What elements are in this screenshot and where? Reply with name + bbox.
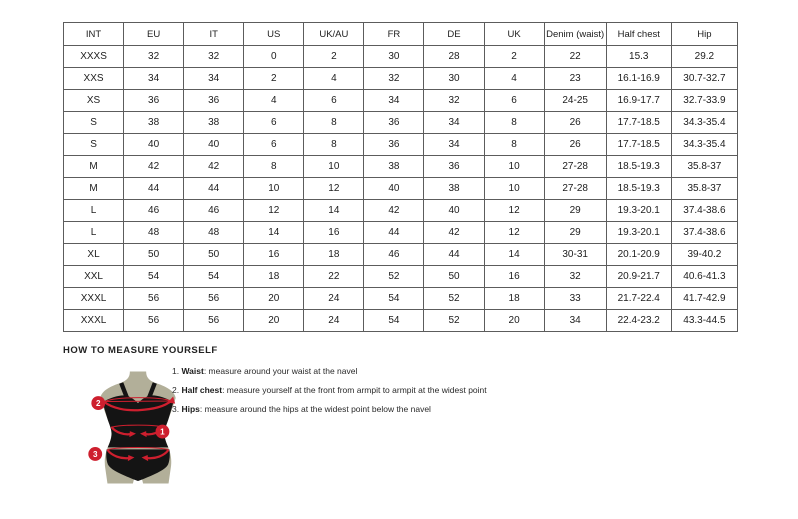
size-cell: 14 (304, 200, 364, 222)
size-cell: 36 (184, 90, 244, 112)
column-header: EU (124, 23, 184, 46)
size-cell: 40 (424, 200, 484, 222)
size-cell: 29 (544, 222, 606, 244)
int-size-cell: XXL (64, 266, 124, 288)
size-chart-header (64, 23, 738, 46)
size-cell: 38 (364, 156, 424, 178)
size-cell: 56 (124, 288, 184, 310)
header-row (64, 23, 738, 46)
size-cell: 16.1-16.9 (606, 68, 671, 90)
size-cell: 26 (544, 112, 606, 134)
table-row (64, 68, 738, 90)
size-cell: 44 (184, 178, 244, 200)
size-cell: 42 (424, 222, 484, 244)
step-number: 3. (172, 404, 182, 414)
size-cell: 43.3-44.5 (671, 310, 737, 332)
size-cell: 21.7-22.4 (606, 288, 671, 310)
size-cell: 56 (184, 310, 244, 332)
size-cell: 17.7-18.5 (606, 134, 671, 156)
size-cell: 46 (184, 200, 244, 222)
size-cell: 40 (184, 134, 244, 156)
size-cell: 24-25 (544, 90, 606, 112)
size-cell: 8 (304, 134, 364, 156)
table-row (64, 288, 738, 310)
size-cell: 54 (184, 266, 244, 288)
size-cell: 2 (484, 46, 544, 68)
size-cell: 8 (244, 156, 304, 178)
table-row (64, 244, 738, 266)
waist-badge (156, 425, 170, 439)
size-cell: 18 (484, 288, 544, 310)
size-cell: 20.9-21.7 (606, 266, 671, 288)
size-cell: 32 (544, 266, 606, 288)
chest-badge (91, 396, 105, 410)
step-text: : measure yourself at the front from armpit to armpit at the widest point (222, 385, 487, 395)
size-cell: 12 (484, 222, 544, 244)
size-cell: 44 (424, 244, 484, 266)
size-cell: 48 (124, 222, 184, 244)
size-cell: 38 (424, 178, 484, 200)
size-cell: 2 (244, 68, 304, 90)
column-header: US (244, 23, 304, 46)
size-cell: 8 (484, 134, 544, 156)
step-term: Waist (181, 366, 204, 376)
column-header: UK (484, 23, 544, 46)
size-cell: 34.3-35.4 (671, 134, 737, 156)
table-row (64, 156, 738, 178)
size-cell: 35.8-37 (671, 178, 737, 200)
size-cell: 10 (244, 178, 304, 200)
size-cell: 44 (364, 222, 424, 244)
int-size-cell: S (64, 112, 124, 134)
size-cell: 18.5-19.3 (606, 156, 671, 178)
size-cell: 54 (124, 266, 184, 288)
measure-step (172, 400, 487, 419)
size-cell: 40 (364, 178, 424, 200)
table-row (64, 134, 738, 156)
size-cell: 37.4-38.6 (671, 222, 737, 244)
int-size-cell: XXXL (64, 310, 124, 332)
int-size-cell: XXXL (64, 288, 124, 310)
table-row (64, 46, 738, 68)
size-cell: 39-40.2 (671, 244, 737, 266)
size-cell: 36 (424, 156, 484, 178)
size-cell: 34 (424, 112, 484, 134)
size-cell: 18.5-19.3 (606, 178, 671, 200)
size-cell: 52 (424, 288, 484, 310)
size-cell: 28 (424, 46, 484, 68)
size-cell: 20.1-20.9 (606, 244, 671, 266)
size-cell: 16 (484, 266, 544, 288)
size-cell: 33 (544, 288, 606, 310)
size-cell: 50 (424, 266, 484, 288)
size-cell: 12 (484, 200, 544, 222)
size-cell: 20 (484, 310, 544, 332)
size-cell: 40.6-41.3 (671, 266, 737, 288)
size-cell: 48 (184, 222, 244, 244)
size-cell: 18 (304, 244, 364, 266)
column-header: DE (424, 23, 484, 46)
size-cell: 32 (124, 46, 184, 68)
size-cell: 37.4-38.6 (671, 200, 737, 222)
size-cell: 6 (484, 90, 544, 112)
size-cell: 38 (124, 112, 184, 134)
size-cell: 14 (244, 222, 304, 244)
column-header: Hip (671, 23, 737, 46)
size-chart-table (63, 22, 738, 332)
size-cell: 40 (124, 134, 184, 156)
int-size-cell: M (64, 156, 124, 178)
size-cell: 10 (304, 156, 364, 178)
size-cell: 22 (544, 46, 606, 68)
size-cell: 32.7-33.9 (671, 90, 737, 112)
size-cell: 4 (244, 90, 304, 112)
size-cell: 4 (304, 68, 364, 90)
size-cell: 35.8-37 (671, 156, 737, 178)
int-size-cell: XS (64, 90, 124, 112)
int-size-cell: L (64, 222, 124, 244)
svg-text:2: 2 (96, 399, 101, 409)
size-cell: 8 (484, 112, 544, 134)
table-row (64, 90, 738, 112)
table-row (64, 112, 738, 134)
int-size-cell: XXXS (64, 46, 124, 68)
int-size-cell: XXS (64, 68, 124, 90)
size-cell: 30-31 (544, 244, 606, 266)
step-term: Hips (181, 404, 200, 414)
size-cell: 29.2 (671, 46, 737, 68)
size-cell: 16 (244, 244, 304, 266)
svg-text:3: 3 (92, 450, 98, 460)
size-cell: 42 (364, 200, 424, 222)
size-cell: 16.9-17.7 (606, 90, 671, 112)
size-cell: 4 (484, 68, 544, 90)
step-number: 2. (172, 385, 182, 395)
table-row (64, 178, 738, 200)
column-header: Denim (waist) (544, 23, 606, 46)
column-header: IT (184, 23, 244, 46)
int-size-cell: L (64, 200, 124, 222)
column-header: INT (64, 23, 124, 46)
size-cell: 30 (364, 46, 424, 68)
table-row (64, 310, 738, 332)
size-cell: 32 (184, 46, 244, 68)
size-cell: 27-28 (544, 178, 606, 200)
column-header: UK/AU (304, 23, 364, 46)
size-cell: 19.3-20.1 (606, 222, 671, 244)
size-cell: 26 (544, 134, 606, 156)
measure-guide-title: HOW TO MEASURE YOURSELF (63, 345, 218, 356)
measure-step (172, 362, 487, 381)
size-cell: 6 (304, 90, 364, 112)
hips-badge (88, 447, 102, 461)
int-size-cell: XL (64, 244, 124, 266)
size-cell: 20 (244, 310, 304, 332)
size-cell: 42 (124, 156, 184, 178)
table-row (64, 222, 738, 244)
size-cell: 30.7-32.7 (671, 68, 737, 90)
size-cell: 17.7-18.5 (606, 112, 671, 134)
size-cell: 29 (544, 200, 606, 222)
size-chart-body (64, 46, 738, 332)
size-cell: 34 (124, 68, 184, 90)
size-cell: 22.4-23.2 (606, 310, 671, 332)
size-cell: 32 (364, 68, 424, 90)
size-cell: 50 (184, 244, 244, 266)
size-cell: 34 (184, 68, 244, 90)
size-cell: 23 (544, 68, 606, 90)
size-cell: 14 (484, 244, 544, 266)
int-size-cell: S (64, 134, 124, 156)
swimsuit-top (103, 395, 174, 447)
size-cell: 12 (304, 178, 364, 200)
column-header: Half chest (606, 23, 671, 46)
size-cell: 56 (124, 310, 184, 332)
size-cell: 34 (544, 310, 606, 332)
size-cell: 16 (304, 222, 364, 244)
size-cell: 20 (244, 288, 304, 310)
size-cell: 22 (304, 266, 364, 288)
size-cell: 15.3 (606, 46, 671, 68)
size-cell: 24 (304, 288, 364, 310)
size-cell: 41.7-42.9 (671, 288, 737, 310)
size-cell: 52 (424, 310, 484, 332)
step-term: Half chest (181, 385, 223, 395)
size-cell: 36 (124, 90, 184, 112)
svg-text:1: 1 (160, 427, 165, 437)
size-cell: 36 (364, 112, 424, 134)
size-cell: 2 (304, 46, 364, 68)
size-cell: 27-28 (544, 156, 606, 178)
size-cell: 0 (244, 46, 304, 68)
step-text: : measure around your waist at the navel (203, 366, 358, 376)
size-cell: 34 (424, 134, 484, 156)
size-cell: 38 (184, 112, 244, 134)
size-cell: 32 (424, 90, 484, 112)
size-cell: 54 (364, 288, 424, 310)
size-cell: 56 (184, 288, 244, 310)
size-cell: 42 (184, 156, 244, 178)
size-cell: 36 (364, 134, 424, 156)
size-cell: 8 (304, 112, 364, 134)
size-cell: 50 (124, 244, 184, 266)
table-row (64, 200, 738, 222)
measure-steps (172, 362, 487, 419)
size-cell: 34.3-35.4 (671, 112, 737, 134)
size-cell: 54 (364, 310, 424, 332)
size-cell: 52 (364, 266, 424, 288)
size-cell: 6 (244, 112, 304, 134)
int-size-cell: M (64, 178, 124, 200)
size-cell: 24 (304, 310, 364, 332)
step-text: : measure around the hips at the widest point below the navel (199, 404, 431, 414)
measure-step (172, 381, 487, 400)
size-cell: 30 (424, 68, 484, 90)
size-cell: 18 (244, 266, 304, 288)
step-number: 1. (172, 366, 182, 376)
size-cell: 46 (124, 200, 184, 222)
size-cell: 12 (244, 200, 304, 222)
size-cell: 34 (364, 90, 424, 112)
table-row (64, 266, 738, 288)
column-header: FR (364, 23, 424, 46)
size-cell: 10 (484, 156, 544, 178)
size-cell: 46 (364, 244, 424, 266)
size-cell: 44 (124, 178, 184, 200)
size-cell: 6 (244, 134, 304, 156)
size-cell: 10 (484, 178, 544, 200)
size-cell: 19.3-20.1 (606, 200, 671, 222)
